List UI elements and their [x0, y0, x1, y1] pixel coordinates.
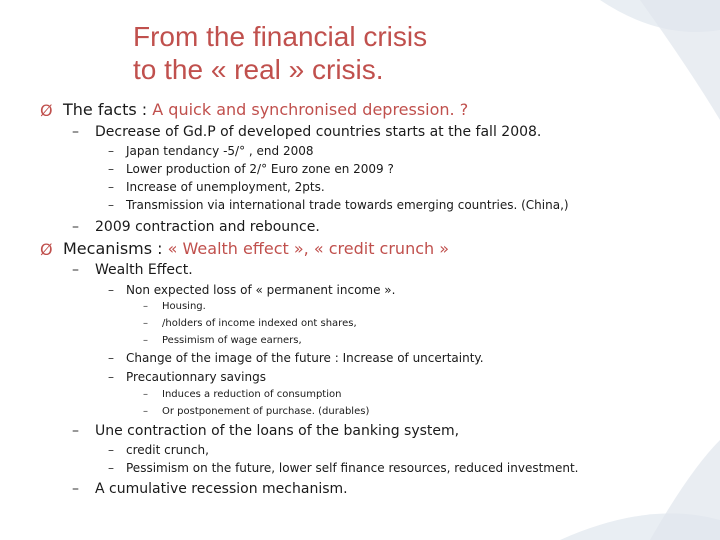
- facts-sub-item: Lower production of 2/° Euro zone en 2009 ?: [126, 162, 394, 176]
- title-line-2: to the « real » crisis.: [133, 54, 384, 85]
- cumulative-recession-item: A cumulative recession mechanism.: [95, 481, 348, 497]
- title-line-1: From the financial crisis: [133, 21, 428, 52]
- facts-label: The facts :: [63, 100, 148, 119]
- mecanisms-label: Mecanisms :: [63, 239, 163, 258]
- facts-sub-item: Transmission via international trade towards emerging countries. (China,): [126, 198, 569, 212]
- mecanisms-headline: « Wealth effect », « credit crunch »: [167, 239, 450, 258]
- dash-bullet-icon: –: [143, 301, 148, 312]
- dash-bullet-icon: –: [72, 423, 79, 439]
- dash-bullet-icon: –: [108, 144, 114, 158]
- facts-question-mark: ?: [459, 100, 469, 119]
- dash-bullet-icon: –: [108, 180, 114, 194]
- non-expected-sub-item: Pessimism of wage earners,: [162, 335, 302, 346]
- arrow-bullet-icon: Ø: [40, 101, 53, 120]
- dash-bullet-icon: –: [108, 283, 114, 297]
- non-expected-sub-item: /holders of income indexed ont shares,: [162, 318, 357, 329]
- dash-bullet-icon: –: [108, 162, 114, 176]
- dash-bullet-icon: –: [72, 219, 79, 235]
- facts-headline: A quick and synchronised depression.: [152, 100, 455, 119]
- non-expected-sub-item: Housing.: [162, 301, 206, 312]
- dash-bullet-icon: –: [108, 351, 114, 365]
- facts-sub-item: Increase of unemployment, 2pts.: [126, 180, 325, 194]
- dash-bullet-icon: –: [72, 124, 79, 140]
- dash-bullet-icon: –: [72, 262, 79, 278]
- loans-sub-item: credit crunch,: [126, 443, 209, 457]
- facts-item-gdp: Decrease of Gd.P of developed countries starts at the fall 2008.: [95, 124, 542, 140]
- mecanisms-heading: [63, 239, 449, 258]
- loans-contraction-item: Une contraction of the loans of the banking system,: [95, 423, 460, 439]
- arrow-bullet-icon: Ø: [40, 240, 53, 259]
- dash-bullet-icon: –: [143, 318, 148, 329]
- facts-heading: [63, 100, 468, 119]
- precaution-sub-item: Or postponement of purchase. (durables): [162, 406, 370, 417]
- dash-bullet-icon: –: [143, 406, 148, 417]
- loans-sub-item: Pessimism on the future, lower self finance resources, reduced investment.: [126, 461, 579, 475]
- dash-bullet-icon: –: [143, 335, 148, 346]
- precaution-savings-item: Precautionnary savings: [126, 370, 266, 384]
- dash-bullet-icon: –: [108, 443, 114, 457]
- slide-title: [133, 20, 427, 86]
- non-expected-loss-item: Non expected loss of « permanent income ».: [126, 283, 396, 297]
- dash-bullet-icon: –: [108, 370, 114, 384]
- facts-sub-item: Japan tendancy -5/° , end 2008: [126, 144, 314, 158]
- dash-bullet-icon: –: [143, 389, 148, 400]
- dash-bullet-icon: –: [108, 198, 114, 212]
- precaution-sub-item: Induces a reduction of consumption: [162, 389, 342, 400]
- wealth-effect-item: Wealth Effect.: [95, 262, 193, 278]
- facts-item-2009: 2009 contraction and rebounce.: [95, 219, 320, 235]
- change-image-item: Change of the image of the future : Increase of uncertainty.: [126, 351, 484, 365]
- dash-bullet-icon: –: [72, 481, 79, 497]
- dash-bullet-icon: –: [108, 461, 114, 475]
